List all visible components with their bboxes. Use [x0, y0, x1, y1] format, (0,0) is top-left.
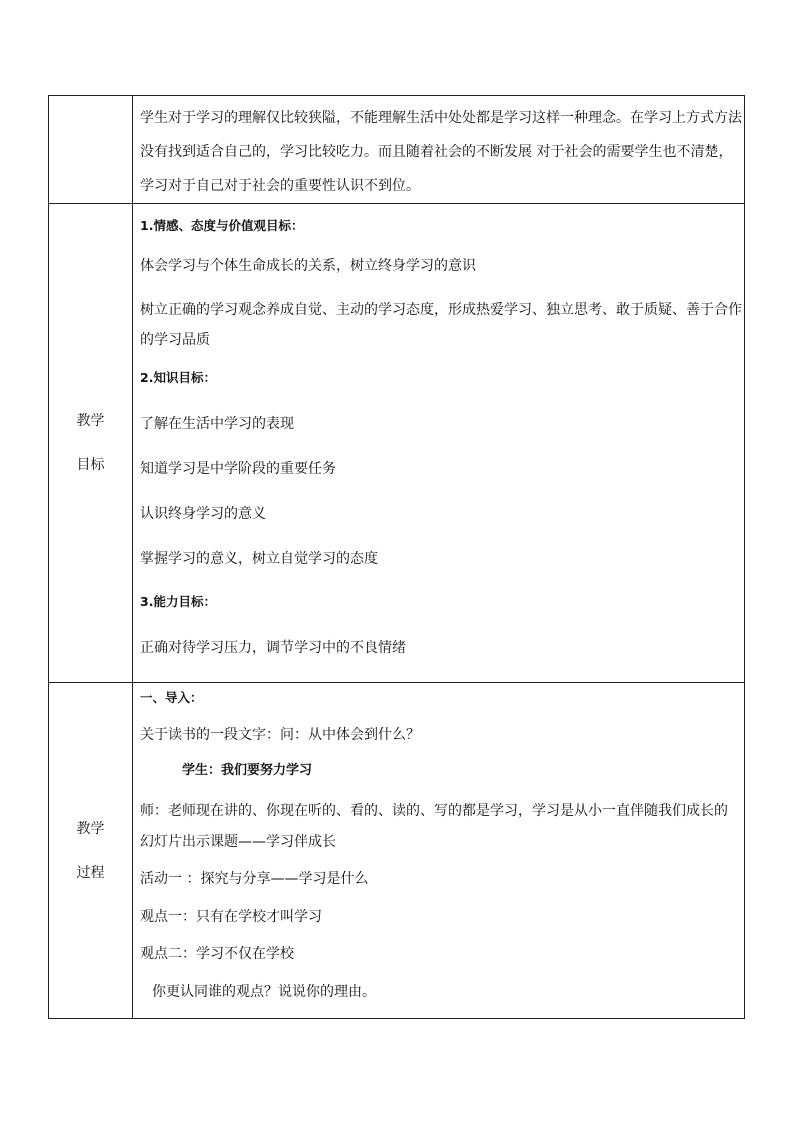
label-line: 教学 — [76, 413, 105, 429]
teaching-process-content — [133, 683, 745, 1019]
teaching-process-label — [49, 683, 133, 1019]
process-line: 师：老师现在讲的、你现在听的、看的、读的、写的都是学习，学习是从小一直伴随我们成长的 — [140, 803, 728, 819]
view-line: 观点二：学习不仅在学校 — [140, 946, 294, 962]
teaching-process-row — [49, 683, 745, 1019]
teaching-goals-row — [49, 204, 745, 683]
student-answer: 学生：我们要努力学习 — [182, 763, 313, 778]
goal-item: 体会学习与个体生命成长的关系，树立终身学习的意识 — [140, 258, 476, 274]
goal-item: 知道学习是中学阶段的重要任务 — [140, 461, 336, 477]
student-analysis-label-cell — [49, 96, 133, 204]
text-line: 学生对于学习的理解仅比较狭隘，不能理解生活中处处都是学习这样一种理念。在学习上方式方法 — [140, 110, 742, 126]
student-analysis-content — [133, 96, 745, 204]
text-line: 学习对于自己对于社会的重要性认识不到位。 — [140, 178, 420, 194]
teaching-goals-label — [49, 204, 133, 683]
section-heading: 2.知识目标： — [140, 370, 216, 385]
text-line: 没有找到适合自己的，学习比较吃力。而且随着社会的不断发展 对于社会的需要学生也不清楚， — [140, 144, 733, 160]
section-heading: 1.情感、态度与价值观目标： — [140, 218, 304, 233]
teaching-goals-content — [133, 204, 745, 683]
process-line: 关于读书的一段文字：问：从中体会到什么？ — [140, 727, 420, 743]
prompt-line: 你更认同谁的观点？说说你的理由。 — [152, 984, 376, 1000]
goal-item: 正确对待学习压力，调节学习中的不良情绪 — [140, 640, 406, 656]
goal-item: 的学习品质 — [140, 332, 210, 348]
section-heading: 3.能力目标： — [140, 594, 216, 609]
lesson-plan-table — [48, 95, 745, 1019]
label-line: 过程 — [76, 864, 105, 881]
goal-item: 树立正确的学习观念养成自觉、主动的学习态度，形成热爱学习、独立思考、敢于质疑、善于合作 — [140, 302, 742, 318]
process-line: 幻灯片出示课题——学习伴成长 — [140, 834, 336, 850]
section-heading: 一、导入： — [140, 690, 203, 705]
activity-line: 活动一 ：探究与分享——学习是什么 — [140, 871, 369, 887]
goal-item: 掌握学习的意义，树立自觉学习的态度 — [140, 551, 378, 567]
goal-item: 认识终身学习的意义 — [140, 506, 266, 522]
view-line: 观点一：只有在学校才叫学习 — [140, 909, 322, 925]
label-line: 教学 — [76, 820, 105, 837]
label-line: 目标 — [76, 457, 105, 473]
goal-item: 了解在生活中学习的表现 — [140, 416, 294, 432]
student-analysis-row — [49, 96, 745, 204]
